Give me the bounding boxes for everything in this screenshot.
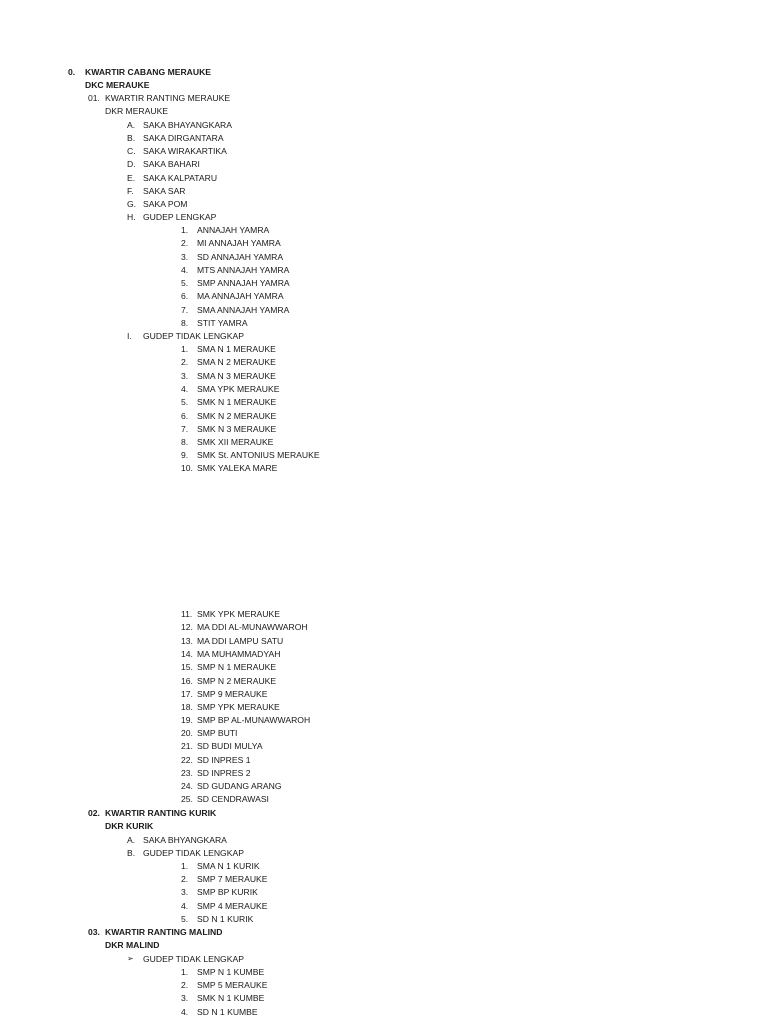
school-name: SMP N 1 KUMBE bbox=[197, 967, 265, 977]
school-number: 2. bbox=[181, 874, 189, 884]
school-item bbox=[181, 317, 248, 329]
school-number: 8. bbox=[181, 437, 189, 447]
school-item bbox=[181, 343, 276, 355]
school-number: 4. bbox=[181, 901, 189, 911]
school-item bbox=[181, 635, 283, 647]
school-item bbox=[181, 608, 280, 620]
school-number: 22. bbox=[181, 755, 193, 765]
school-number: 7. bbox=[181, 424, 189, 434]
school-number: 5. bbox=[181, 914, 189, 924]
saka-marker: C. bbox=[127, 146, 136, 156]
school-name: SMP YPK MERAUKE bbox=[197, 702, 280, 712]
ranting-01-heading bbox=[88, 92, 230, 104]
gudep-tidak-lengkap-heading bbox=[127, 953, 244, 965]
school-number: 5. bbox=[181, 278, 189, 288]
saka-label: SAKA SAR bbox=[143, 186, 186, 196]
saka-label: SAKA BHYANGKARA bbox=[143, 835, 227, 845]
gudep-tidak-lengkap-marker: I. bbox=[127, 331, 132, 341]
ranting-01-marker: 01. bbox=[88, 93, 100, 103]
school-name: SMA N 1 MERAUKE bbox=[197, 344, 276, 354]
ranting-02-heading bbox=[88, 807, 216, 819]
school-name: MA DDI LAMPU SATU bbox=[197, 636, 284, 646]
school-name: SMA YPK MERAUKE bbox=[197, 384, 280, 394]
school-name: MI ANNAJAH YAMRA bbox=[197, 238, 281, 248]
school-item bbox=[181, 237, 281, 249]
school-item bbox=[181, 304, 289, 316]
school-number: 7. bbox=[181, 305, 189, 315]
arrow-bullet-icon: ➢ bbox=[127, 954, 134, 963]
school-item bbox=[181, 873, 268, 885]
school-name: SMP N 2 MERAUKE bbox=[197, 676, 277, 686]
saka-item bbox=[127, 185, 186, 197]
gudep-tidak-lengkap-heading bbox=[127, 847, 244, 859]
school-name: SMP 5 MERAUKE bbox=[197, 980, 268, 990]
school-name: STIT YAMRA bbox=[197, 318, 248, 328]
school-item bbox=[181, 767, 251, 779]
school-item bbox=[181, 913, 253, 925]
ranting-03-marker: 03. bbox=[88, 927, 100, 937]
school-number: 9. bbox=[181, 450, 189, 460]
school-item bbox=[181, 727, 237, 739]
school-item bbox=[181, 648, 280, 660]
school-name: SMK N 2 MERAUKE bbox=[197, 411, 277, 421]
school-name: MA DDI AL-MUNAWWAROH bbox=[197, 622, 308, 632]
school-number: 15. bbox=[181, 662, 193, 672]
school-item bbox=[181, 701, 280, 713]
saka-item bbox=[127, 158, 200, 170]
school-number: 11. bbox=[181, 609, 193, 619]
school-item bbox=[181, 621, 308, 633]
saka-marker: D. bbox=[127, 159, 136, 169]
school-item bbox=[181, 224, 269, 236]
school-name: SMA N 3 MERAUKE bbox=[197, 371, 276, 381]
school-item bbox=[181, 780, 282, 792]
saka-marker: A. bbox=[127, 835, 136, 845]
gudep-lengkap-heading bbox=[127, 211, 216, 223]
school-item bbox=[181, 740, 263, 752]
school-name: SMK St. ANTONIUS MERAUKE bbox=[197, 450, 320, 460]
school-number: 6. bbox=[181, 411, 189, 421]
school-name: SMP N 1 MERAUKE bbox=[197, 662, 277, 672]
school-item bbox=[181, 251, 283, 263]
saka-label: SAKA DIRGANTARA bbox=[143, 133, 224, 143]
ranting-02-subtitle: DKR KURIK bbox=[105, 821, 154, 831]
saka-item bbox=[127, 198, 187, 210]
school-name: SMK N 1 MERAUKE bbox=[197, 397, 277, 407]
school-number: 14. bbox=[181, 649, 193, 659]
school-name: SMK YALEKA MARE bbox=[197, 463, 278, 473]
school-number: 2. bbox=[181, 980, 189, 990]
school-name: SMA ANNAJAH YAMRA bbox=[197, 305, 290, 315]
school-name: SD BUDI MULYA bbox=[197, 741, 263, 751]
school-name: SMK N 1 KUMBE bbox=[197, 993, 265, 1003]
root-heading bbox=[68, 66, 211, 78]
school-number: 4. bbox=[181, 265, 189, 275]
gudep-lengkap-label: GUDEP LENGKAP bbox=[143, 212, 217, 222]
school-name: SMK XII MERAUKE bbox=[197, 437, 274, 447]
school-item bbox=[181, 860, 260, 872]
school-item bbox=[181, 356, 276, 368]
school-name: SD ANNAJAH YAMRA bbox=[197, 252, 284, 262]
school-item bbox=[181, 754, 251, 766]
ranting-02-title: KWARTIR RANTING KURIK bbox=[105, 808, 217, 818]
school-item bbox=[181, 1006, 258, 1018]
school-name: SMK N 3 MERAUKE bbox=[197, 424, 277, 434]
school-number: 23. bbox=[181, 768, 193, 778]
root-marker: 0. bbox=[68, 67, 76, 77]
saka-item bbox=[127, 132, 224, 144]
ranting-03-heading bbox=[88, 926, 222, 938]
ranting-03-title: KWARTIR RANTING MALIND bbox=[105, 927, 223, 937]
ranting-03-subtitle: DKR MALIND bbox=[105, 940, 160, 950]
school-number: 16. bbox=[181, 676, 193, 686]
gudep-tidak-lengkap-marker: B. bbox=[127, 848, 136, 858]
school-item bbox=[181, 264, 289, 276]
school-item bbox=[181, 793, 269, 805]
gudep-tidak-lengkap-heading bbox=[127, 330, 244, 342]
saka-label: SAKA KALPATARU bbox=[143, 173, 218, 183]
school-number: 21. bbox=[181, 741, 193, 751]
school-name: SMP 4 MERAUKE bbox=[197, 901, 268, 911]
school-item bbox=[181, 290, 284, 302]
school-item bbox=[181, 396, 276, 408]
school-name: SMA N 2 MERAUKE bbox=[197, 357, 276, 367]
school-number: 1. bbox=[181, 344, 189, 354]
saka-label: SAKA BAHARI bbox=[143, 159, 200, 169]
root-subtitle: DKC MERAUKE bbox=[85, 80, 150, 90]
school-item bbox=[181, 449, 320, 461]
school-name: MA ANNAJAH YAMRA bbox=[197, 291, 284, 301]
school-item bbox=[181, 688, 268, 700]
school-number: 5. bbox=[181, 397, 189, 407]
school-item bbox=[181, 900, 268, 912]
school-item bbox=[181, 462, 277, 474]
school-name: MA MUHAMMADYAH bbox=[197, 649, 281, 659]
school-item bbox=[181, 370, 276, 382]
saka-label: SAKA BHAYANGKARA bbox=[143, 120, 232, 130]
school-item bbox=[181, 423, 276, 435]
school-number: 17. bbox=[181, 689, 193, 699]
school-item bbox=[181, 383, 279, 395]
ranting-01-subtitle: DKR MERAUKE bbox=[105, 106, 169, 116]
saka-item bbox=[127, 145, 227, 157]
school-name: SMP BUTI bbox=[197, 728, 238, 738]
school-number: 4. bbox=[181, 384, 189, 394]
school-name: SD INPRES 1 bbox=[197, 755, 251, 765]
school-name: ANNAJAH YAMRA bbox=[197, 225, 270, 235]
school-number: 8. bbox=[181, 318, 189, 328]
school-name: SMA N 1 KURIK bbox=[197, 861, 260, 871]
gudep-tidak-lengkap-label: GUDEP TIDAK LENGKAP bbox=[143, 848, 244, 858]
saka-marker: F. bbox=[127, 186, 134, 196]
root-title: KWARTIR CABANG MERAUKE bbox=[85, 67, 212, 77]
school-number: 24. bbox=[181, 781, 193, 791]
school-number: 2. bbox=[181, 238, 189, 248]
school-name: SMP 7 MERAUKE bbox=[197, 874, 268, 884]
school-item bbox=[181, 410, 276, 422]
saka-marker: A. bbox=[127, 120, 136, 130]
school-item bbox=[181, 277, 290, 289]
school-item bbox=[181, 886, 258, 898]
saka-marker: E. bbox=[127, 173, 136, 183]
school-number: 25. bbox=[181, 794, 193, 804]
saka-label: SAKA POM bbox=[143, 199, 188, 209]
school-number: 2. bbox=[181, 357, 189, 367]
school-name: SD N 1 KURIK bbox=[197, 914, 254, 924]
saka-marker: B. bbox=[127, 133, 136, 143]
gudep-tidak-lengkap-label: GUDEP TIDAK LENGKAP bbox=[143, 954, 244, 964]
school-name: SMP 9 MERAUKE bbox=[197, 689, 268, 699]
ranting-01-title: KWARTIR RANTING MERAUKE bbox=[105, 93, 231, 103]
school-number: 1. bbox=[181, 225, 189, 235]
school-number: 6. bbox=[181, 291, 189, 301]
school-item bbox=[181, 661, 276, 673]
saka-item bbox=[127, 172, 217, 184]
school-item bbox=[181, 714, 310, 726]
school-item bbox=[181, 436, 273, 448]
saka-label: SAKA WIRAKARTIKA bbox=[143, 146, 227, 156]
school-number: 19. bbox=[181, 715, 193, 725]
saka-item bbox=[127, 834, 227, 846]
school-number: 18. bbox=[181, 702, 193, 712]
school-number: 3. bbox=[181, 887, 189, 897]
school-number: 10. bbox=[181, 463, 193, 473]
school-number: 3. bbox=[181, 252, 189, 262]
saka-marker: G. bbox=[127, 199, 137, 209]
school-number: 13. bbox=[181, 636, 193, 646]
school-name: SD N 1 KUMBE bbox=[197, 1007, 258, 1017]
school-name: SD CENDRAWASI bbox=[197, 794, 269, 804]
school-number: 20. bbox=[181, 728, 193, 738]
school-name: SD INPRES 2 bbox=[197, 768, 251, 778]
school-name: SMP ANNAJAH YAMRA bbox=[197, 278, 290, 288]
school-item bbox=[181, 979, 268, 991]
school-name: SMP BP AL-MUNAWWAROH bbox=[197, 715, 311, 725]
school-number: 1. bbox=[181, 967, 189, 977]
gudep-tidak-lengkap-label: GUDEP TIDAK LENGKAP bbox=[143, 331, 244, 341]
school-name: SMK YPK MERAUKE bbox=[197, 609, 280, 619]
school-name: MTS ANNAJAH YAMRA bbox=[197, 265, 290, 275]
school-name: SMP BP KURIK bbox=[197, 887, 258, 897]
school-number: 3. bbox=[181, 371, 189, 381]
school-item bbox=[181, 992, 264, 1004]
gudep-lengkap-marker: H. bbox=[127, 212, 136, 222]
school-number: 1. bbox=[181, 861, 189, 871]
school-number: 3. bbox=[181, 993, 189, 1003]
school-number: 12. bbox=[181, 622, 193, 632]
ranting-02-marker: 02. bbox=[88, 808, 100, 818]
school-number: 4. bbox=[181, 1007, 189, 1017]
school-name: SD GUDANG ARANG bbox=[197, 781, 282, 791]
school-item bbox=[181, 675, 276, 687]
school-item bbox=[181, 966, 264, 978]
saka-item bbox=[127, 119, 232, 131]
